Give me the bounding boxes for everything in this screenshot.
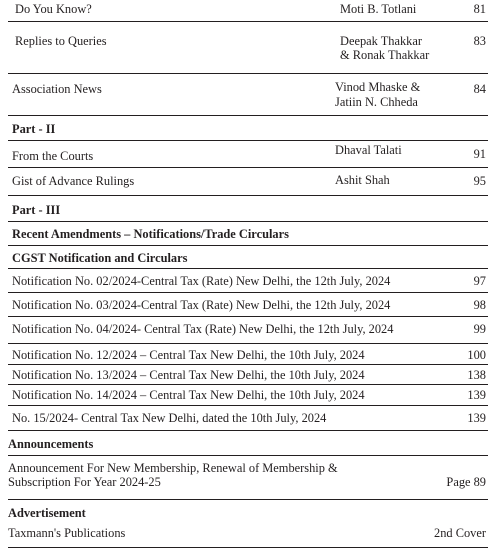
row-divider bbox=[8, 73, 488, 74]
association-author-line-2: Jatiin N. Chheda bbox=[335, 95, 418, 109]
courts-author: Dhaval Talati bbox=[335, 143, 402, 157]
row-divider bbox=[8, 455, 488, 456]
row-divider bbox=[8, 384, 488, 385]
notification-page: 97 bbox=[473, 274, 486, 288]
replies-page: 83 bbox=[473, 34, 486, 48]
row-divider bbox=[8, 115, 488, 116]
replies-title: Replies to Queries bbox=[15, 34, 107, 48]
notification-page: 139 bbox=[467, 411, 486, 425]
announcement-title-line-2: Subscription For Year 2024-25 bbox=[8, 475, 161, 489]
row-divider bbox=[8, 430, 488, 431]
notification-title: Notification No. 12/2024 – Central Tax New Delhi, the 10th July, 2024 bbox=[12, 348, 365, 362]
row-divider bbox=[8, 167, 488, 168]
notification-page: 139 bbox=[467, 388, 486, 402]
association-author-line-1: Vinod Mhaske & bbox=[335, 80, 421, 94]
rulings-title: Gist of Advance Rulings bbox=[12, 174, 135, 188]
advertisement-heading: Advertisement bbox=[8, 506, 86, 520]
row-divider bbox=[8, 221, 488, 222]
rulings-page: 95 bbox=[473, 174, 486, 188]
notification-page: 99 bbox=[473, 322, 486, 336]
announcement-title-line-1: Announcement For New Membership, Renewal of Membership & bbox=[8, 461, 338, 475]
row-divider bbox=[8, 405, 488, 406]
advertisement-page: 2nd Cover bbox=[434, 526, 486, 540]
notification-title: No. 15/2024- Central Tax New Delhi, dated the 10th July, 2024 bbox=[12, 411, 327, 425]
announcement-page: Page 89 bbox=[446, 475, 486, 489]
association-page: 84 bbox=[473, 82, 486, 96]
row-divider bbox=[8, 245, 488, 246]
notification-page: 98 bbox=[473, 298, 486, 312]
row-divider bbox=[8, 292, 488, 293]
cgst-heading: CGST Notification and Circulars bbox=[12, 251, 188, 265]
announcements-heading: Announcements bbox=[8, 437, 94, 451]
advertisement-title: Taxmann's Publications bbox=[8, 526, 126, 540]
row-divider bbox=[8, 316, 488, 317]
courts-title: From the Courts bbox=[12, 149, 94, 163]
recent-amendments-heading: Recent Amendments – Notifications/Trade Circulars bbox=[12, 227, 289, 241]
part-3-heading: Part - III bbox=[12, 203, 61, 217]
do-you-know-title: Do You Know? bbox=[15, 2, 92, 16]
notification-title: Notification No. 04/2024- Central Tax (Rate) New Delhi, the 12th July, 2024 bbox=[12, 322, 394, 336]
row-divider bbox=[8, 140, 488, 141]
replies-author-line-2: & Ronak Thakkar bbox=[340, 48, 430, 62]
notification-title: Notification No. 03/2024-Central Tax (Rate) New Delhi, the 12th July, 2024 bbox=[12, 298, 391, 312]
do-you-know-page: 81 bbox=[473, 2, 486, 16]
do-you-know-author: Moti B. Totlani bbox=[340, 2, 417, 16]
courts-page: 91 bbox=[473, 147, 486, 161]
row-divider bbox=[8, 268, 488, 269]
notification-page: 138 bbox=[467, 368, 486, 382]
row-divider bbox=[8, 343, 488, 344]
notification-title: Notification No. 14/2024 – Central Tax New Delhi, the 10th July, 2024 bbox=[12, 388, 365, 402]
row-divider bbox=[8, 364, 488, 365]
notification-page: 100 bbox=[467, 348, 486, 362]
notification-title: Notification No. 02/2024-Central Tax (Rate) New Delhi, the 12th July, 2024 bbox=[12, 274, 391, 288]
row-divider bbox=[8, 195, 488, 196]
row-divider bbox=[8, 499, 488, 500]
association-title: Association News bbox=[12, 82, 102, 96]
part-2-heading: Part - II bbox=[12, 122, 56, 136]
replies-author-line-1: Deepak Thakkar bbox=[340, 34, 422, 48]
rulings-author: Ashit Shah bbox=[335, 173, 390, 187]
row-divider bbox=[8, 547, 488, 548]
notification-title: Notification No. 13/2024 – Central Tax New Delhi, the 10th July, 2024 bbox=[12, 368, 365, 382]
row-divider bbox=[8, 21, 488, 22]
